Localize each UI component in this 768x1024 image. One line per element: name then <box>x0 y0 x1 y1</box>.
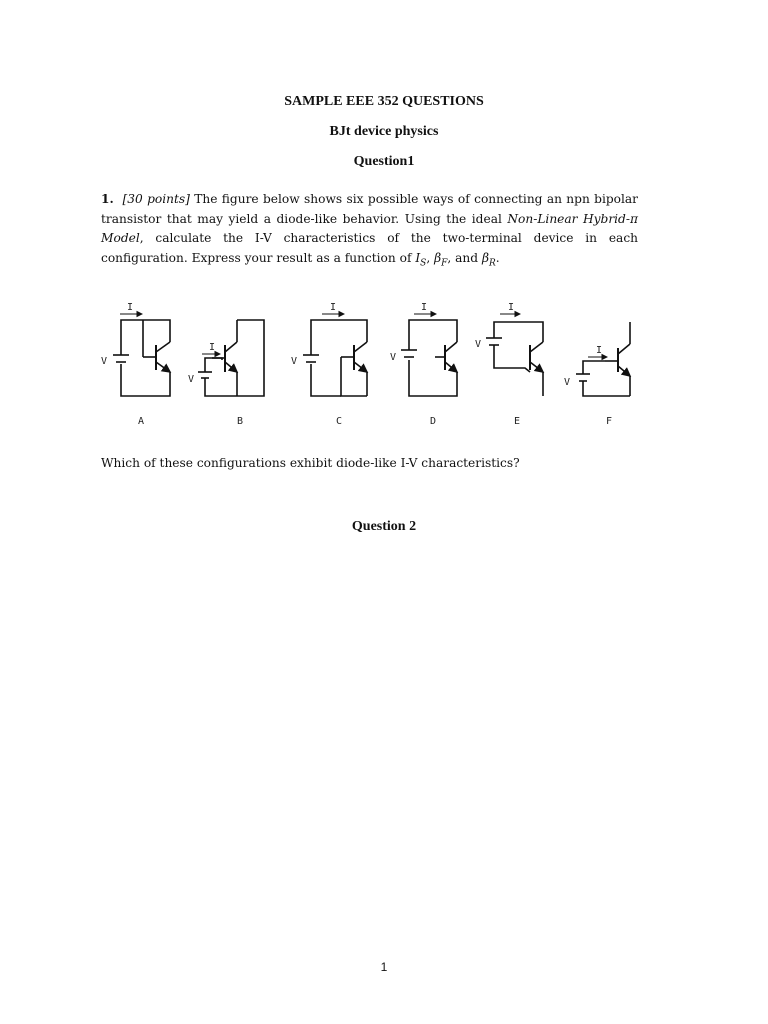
page-number: 1 <box>380 960 388 974</box>
circuit-e <box>475 302 543 427</box>
problem-text-1: The figure below shows six possible ways of connecting an npn bipolar transistor that may yield a diode-like behavior. Using the ideal <box>101 192 638 226</box>
section-heading-question2: Question 2 <box>351 519 417 534</box>
var-br: β <box>481 250 489 265</box>
circuit-a <box>101 302 170 427</box>
caption-f: F <box>606 416 613 427</box>
circuit-b <box>188 320 264 427</box>
caption-a: A <box>138 416 145 427</box>
current-label-c: I <box>330 302 337 313</box>
caption-c: C <box>336 416 343 427</box>
voltage-label-d: V <box>390 352 397 363</box>
var-is: I <box>415 250 421 265</box>
document-title: SAMPLE EEE 352 QUESTIONS <box>284 94 484 109</box>
problem-points: [30 points] <box>122 192 190 206</box>
circuit-c <box>291 302 367 427</box>
question-text: Which of these configurations exhibit diode-like I-V characteristics? <box>101 456 520 470</box>
caption-b: B <box>237 416 244 427</box>
model-name: Non-Linear Hybrid-π Model <box>101 211 638 245</box>
document-subtitle: BJt device physics <box>329 124 439 139</box>
circuit-f <box>564 322 630 427</box>
sep-2: , and <box>447 250 482 265</box>
caption-d: D <box>430 416 437 427</box>
voltage-label-a: V <box>101 356 108 367</box>
circuit-d <box>390 302 457 427</box>
problem-number: 1. <box>101 192 114 206</box>
current-label-b: I <box>209 342 216 353</box>
sep-1: , <box>426 250 435 265</box>
voltage-label-b: V <box>188 374 195 385</box>
current-label-d: I <box>421 302 428 313</box>
voltage-label-e: V <box>475 339 482 350</box>
current-label-a: I <box>127 302 134 313</box>
transistor-configurations-figure <box>95 295 655 435</box>
current-label-f: I <box>596 345 603 356</box>
var-bf-sub: F <box>441 257 448 268</box>
problem-paragraph <box>101 190 638 273</box>
caption-e: E <box>514 416 521 427</box>
var-br-sub: R <box>488 257 496 268</box>
var-bf: β <box>434 250 442 265</box>
current-label-e: I <box>508 302 515 313</box>
var-is-sub: S <box>420 257 427 268</box>
problem-end: . <box>495 250 500 265</box>
voltage-label-c: V <box>291 356 298 367</box>
section-heading-question1: Question1 <box>353 154 415 169</box>
problem-text-2: , calculate the I-V characteristics of the two-terminal device in each configuration. Express your result as a function of <box>101 231 638 265</box>
voltage-label-f: V <box>564 377 571 388</box>
